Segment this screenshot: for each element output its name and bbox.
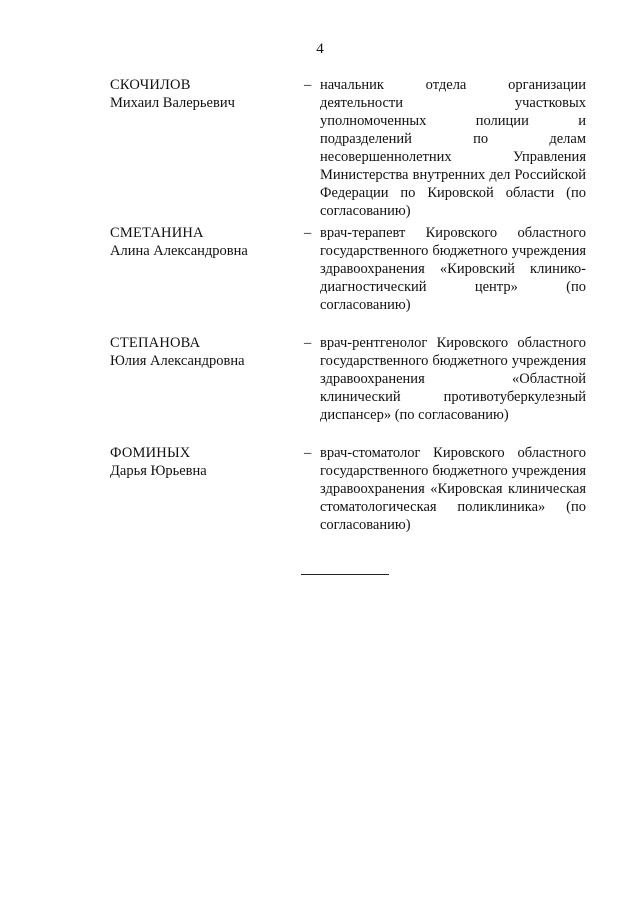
dash-separator: – (304, 445, 312, 461)
member-surname: ФОМИНЫХ (110, 445, 191, 461)
member-position: врач-рентгенолог Кировского областного государственного бюджетного учреждения здравоохранения «Областной клинический противотуберкулезный диспансер» (по согласованию) (320, 335, 586, 423)
member-given-names: Михаил Валерьевич (110, 95, 235, 111)
list-item (110, 444, 590, 554)
closing-rule (301, 574, 389, 575)
member-surname: СКОЧИЛОВ (110, 77, 191, 93)
list-item (110, 76, 590, 224)
member-position: врач-терапевт Кировского областного государственного бюджетного учреждения здравоохранения «Кировский клинико-диагностический центр» (по согласованию) (320, 225, 586, 313)
member-name (110, 334, 300, 370)
member-position: начальник отдела организации деятельности участковых уполномоченных полиции и подразделений по делам несовершеннолетних Управления Министерства внутренних дел Российской Федерации по Кировской области (по согласованию) (320, 77, 586, 219)
member-given-names: Дарья Юрьевна (110, 463, 207, 479)
page-number: 4 (316, 41, 324, 57)
dash-separator: – (304, 77, 312, 93)
dash-separator: – (304, 335, 312, 351)
member-position: врач-стоматолог Кировского областного государственного бюджетного учреждения здравоохранения «Кировская клиническая стоматологическая поликлиника» (по согласованию) (320, 445, 586, 533)
member-name (110, 76, 300, 112)
member-surname: СМЕТАНИНА (110, 225, 204, 241)
member-list (110, 76, 590, 554)
list-item (110, 224, 590, 334)
member-given-names: Алина Александровна (110, 243, 248, 259)
list-item (110, 334, 590, 444)
member-name (110, 224, 300, 260)
dash-separator: – (304, 225, 312, 241)
member-given-names: Юлия Александровна (110, 353, 245, 369)
member-name (110, 444, 300, 480)
member-surname: СТЕПАНОВА (110, 335, 201, 351)
